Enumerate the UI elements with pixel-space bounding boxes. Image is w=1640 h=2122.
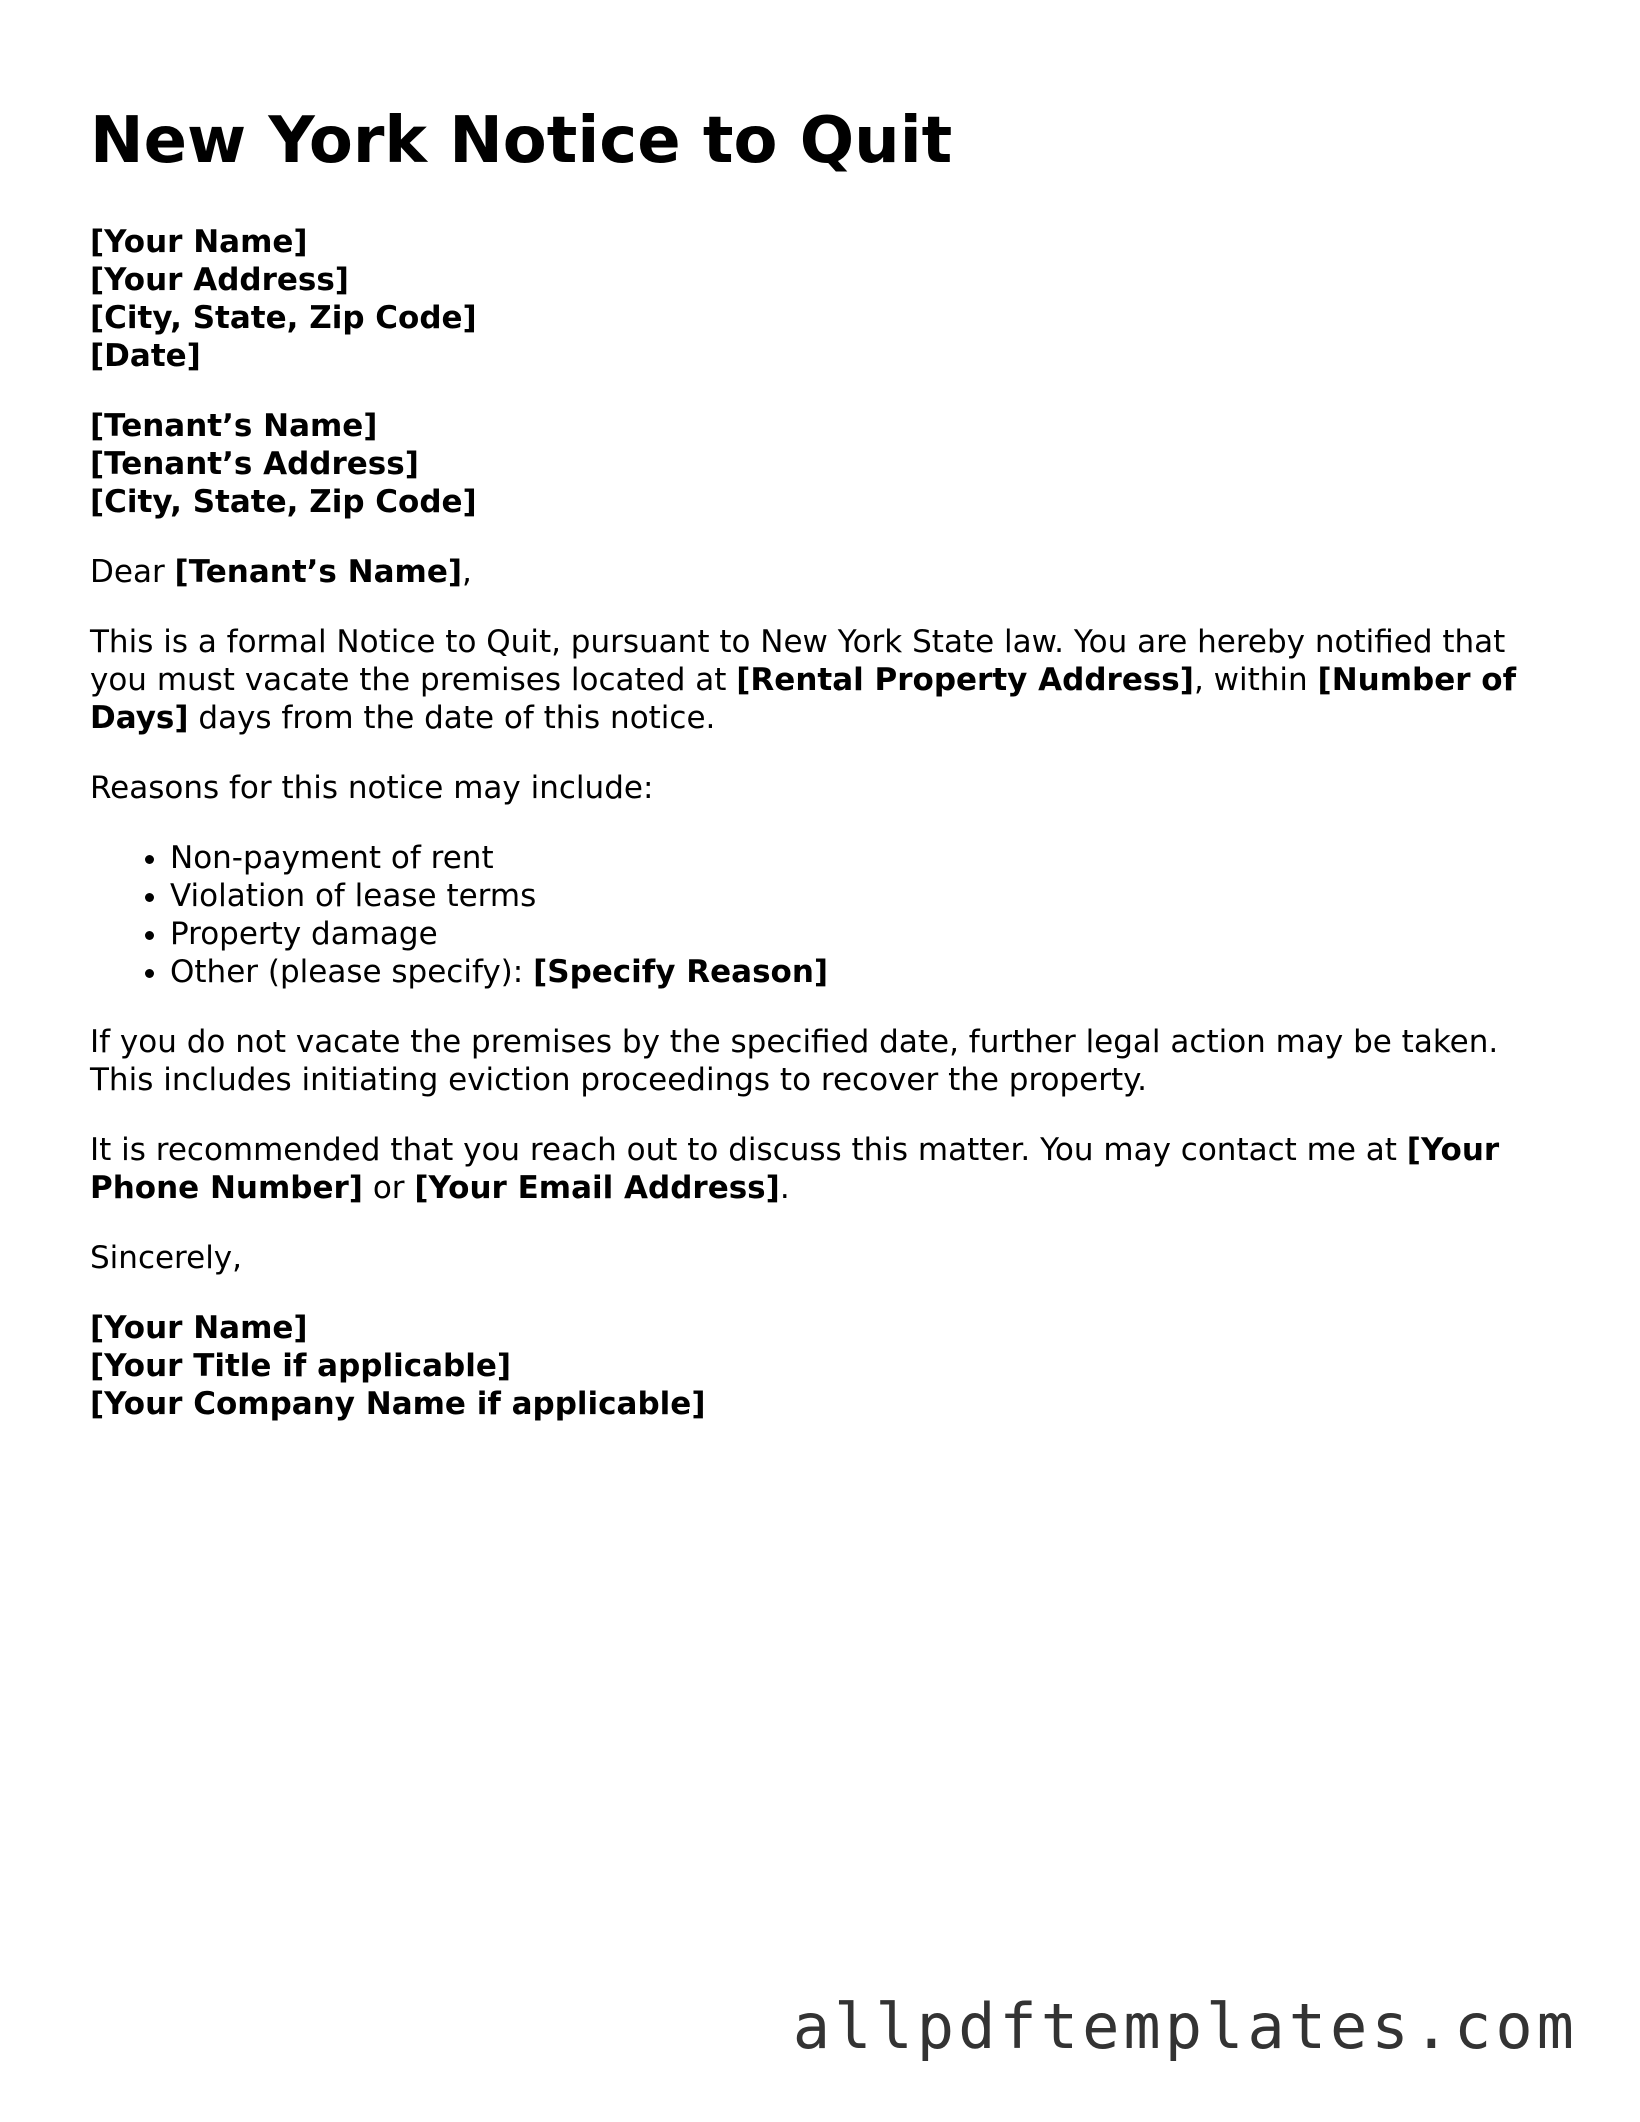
signature-company: [Your Company Name if applicable]: [90, 1385, 706, 1422]
contact-text-1: It is recommended that you reach out to discuss this matter. You may contact me at: [90, 1131, 1407, 1168]
signature-block: [90, 1309, 1570, 1423]
notice-text-2: , within: [1193, 661, 1318, 698]
sender-block: [90, 223, 1570, 375]
reason-other-label: Other (please specify):: [170, 953, 534, 990]
sender-date: [Date]: [90, 337, 201, 374]
sender-city: [City, State, Zip Code]: [90, 299, 477, 336]
sender-address: [Your Address]: [90, 261, 349, 298]
salutation-suffix: ,: [462, 553, 472, 590]
sender-name: [Your Name]: [90, 223, 308, 260]
number-of-days: [Number of Days]: [90, 661, 1517, 736]
reason-item: • Property damage: [170, 915, 1570, 953]
reason-item: • Violation of lease terms: [170, 877, 1570, 915]
rental-property-address: [Rental Property Address]: [736, 661, 1194, 698]
notice-text-1: This is a formal Notice to Quit, pursuant to New York State law. You are hereby notified that you must vacate the premises located at: [90, 623, 1506, 698]
document-page: [90, 105, 1570, 1455]
contact-paragraph: [90, 1131, 1570, 1207]
footer-watermark: allpdftemplates.com: [792, 1990, 1578, 2063]
closing: Sincerely,: [90, 1239, 243, 1276]
reasons-intro: Reasons for this notice may include:: [90, 769, 654, 806]
your-phone-number: [Your Phone Number]: [90, 1131, 1500, 1206]
salutation: [90, 553, 1570, 591]
signature-name: [Your Name]: [90, 1309, 308, 1346]
notice-paragraph: [90, 623, 1570, 737]
specify-reason: [Specify Reason]: [533, 953, 829, 990]
reasons-list: [90, 839, 1570, 991]
salutation-prefix: Dear: [90, 553, 175, 590]
your-email-address: [Your Email Address]: [414, 1169, 780, 1206]
signature-title: [Your Title if applicable]: [90, 1347, 512, 1384]
reason-item: • Non-payment of rent: [170, 839, 1570, 877]
contact-text-3: .: [779, 1169, 790, 1206]
legal-action-paragraph: If you do not vacate the premises by the specified date, further legal action may be taken. This includes initiating eviction proceedings to recover the property.: [90, 1023, 1499, 1098]
salutation-name: [Tenant’s Name]: [174, 553, 463, 590]
recipient-address: [Tenant’s Address]: [90, 445, 419, 482]
recipient-name: [Tenant’s Name]: [90, 407, 378, 444]
contact-text-2: or: [362, 1169, 415, 1206]
recipient-city: [City, State, Zip Code]: [90, 483, 477, 520]
page-title: New York Notice to Quit: [90, 104, 953, 178]
notice-text-3: days from the date of this notice.: [188, 699, 716, 736]
reason-item-other: [170, 953, 1570, 991]
recipient-block: [90, 407, 1570, 521]
